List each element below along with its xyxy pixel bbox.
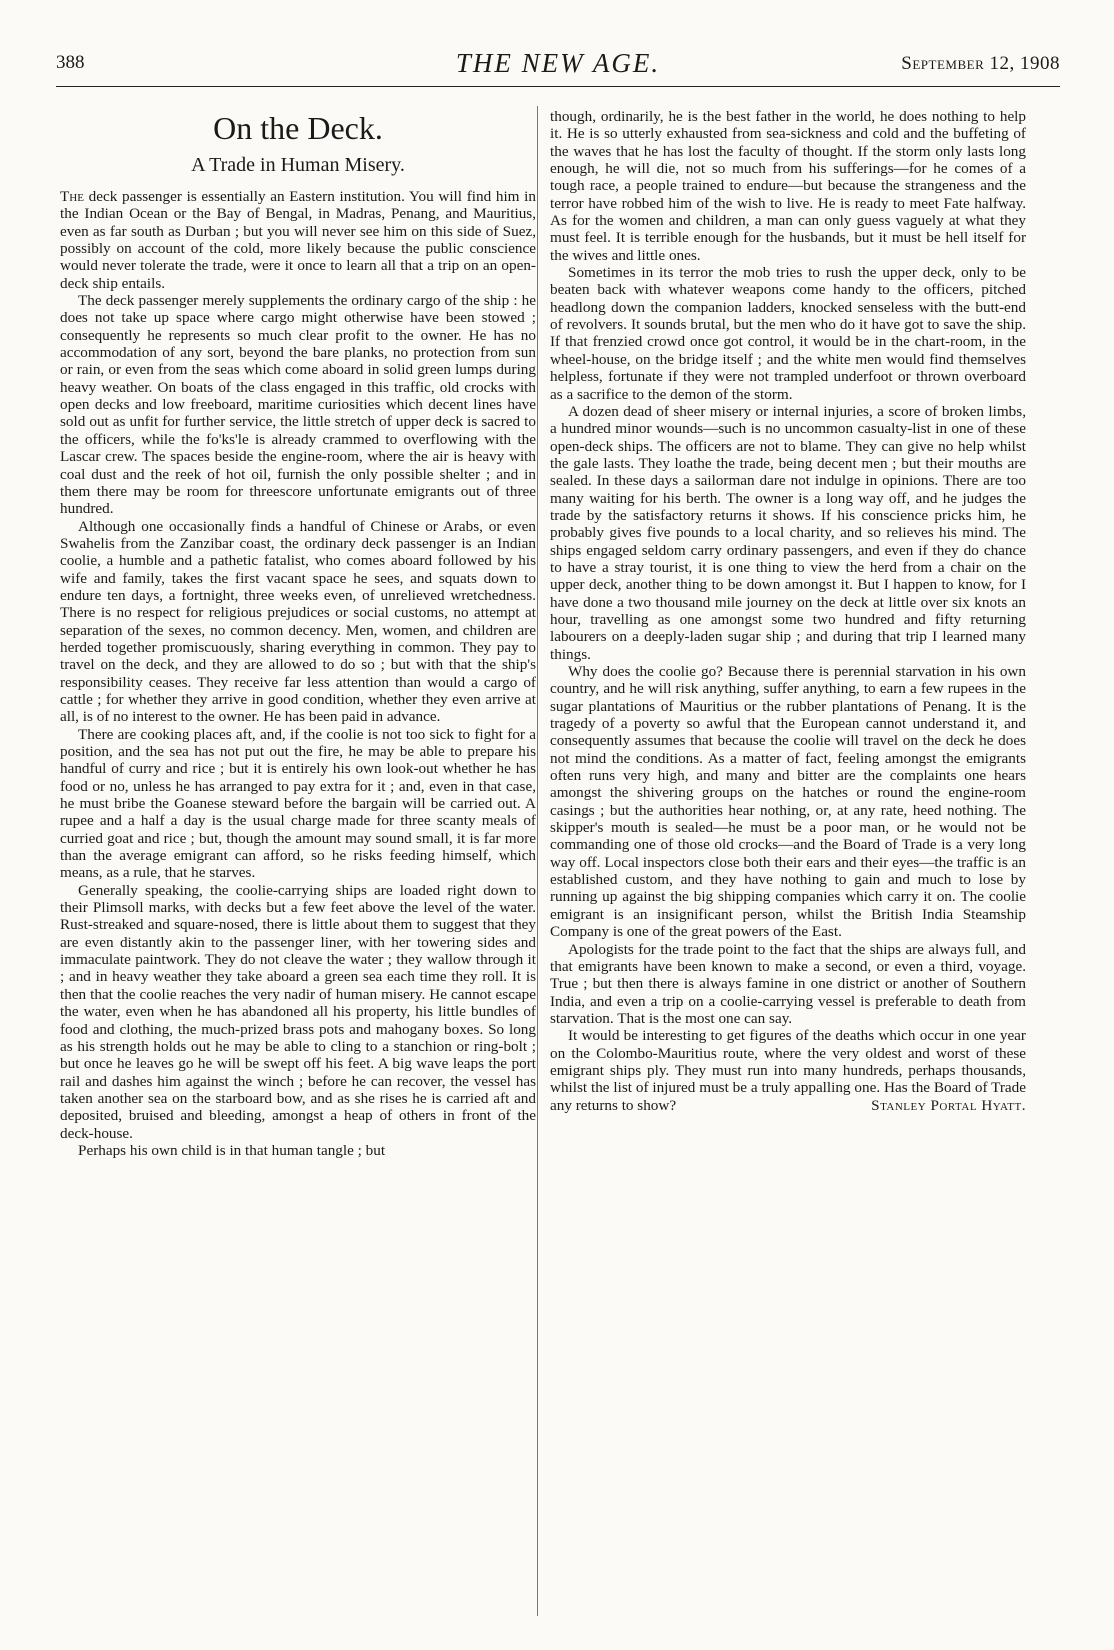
- paragraph: The deck passenger is essentially an Eastern institution. You will find him in the Indian Ocean or the Bay of Bengal, in Madras, Penang, and Mauritius, even as far south as Durban ; but you will never see him on this side of Suez, possibly on account of the cold, more likely because the public conscience would never tolerate the trade, were it once to learn all that a trip on an open-deck ship entails.: [60, 188, 536, 292]
- paragraph: A dozen dead of sheer misery or internal injuries, a score of broken limbs, a hundred minor wounds—such is no uncommon casualty-list in one of these open-deck ships. The officers are not to blame. They can give no help whilst the gale lasts. They loathe the trade, being decent men ; but their mouths are sealed. In these days a sailorman dare not indulge in opinions. There are too many waiting for his berth. The owner is a long way off, and he judges the trade by the satisfactory returns it shows. If his conscience pricks him, he probably gives five pounds to a local charity, and so relieves his mind. The ships engaged seldom carry ordinary passengers, and even if they do chance to have a stray tourist, it is one thing to view the herd from a chair on the upper deck, another thing to be down amongst it. But I happen to know, for I have done a two thousand mile journey on the deck at little over six knots an hour, travelling as one amongst some two hundred and fifty returning labourers on a deeply-laden sugar ship ; and during that trip I learned many things.: [550, 402, 1026, 663]
- paragraph: Although one occasionally finds a handful of Chinese or Arabs, or even Swahelis from the Zanzibar coast, the ordinary deck passenger is an Indian coolie, a humble and a pathetic fatalist, who comes aboard followed by his wife and family, takes the first vacant space he sees, and squats down to endure ten days, a fortnight, three weeks even, of unrelieved wretchedness. There is no respect for religious prejudices or social customs, no attempt at separation of the sexes, no common decency. Men, women, and children are herded together promiscuously, sharing everything in common. They pay to travel on the deck, and they are allowed to do so ; but with that the ship's responsibility ceases. They receive far less attention than would a cargo of cattle ; for whether they arrive in good condition, whether they even arrive at all, is of no interest to the owner. He has been paid in advance.: [60, 517, 536, 726]
- publication-title: THE NEW AGE.: [455, 48, 661, 78]
- issue-date: September 12, 1908: [901, 53, 1060, 74]
- lead-word: The: [60, 188, 84, 205]
- column-left: [60, 108, 536, 1628]
- author-signature: Stanley Portal Hyatt.: [871, 1096, 1026, 1114]
- article-subtitle: A Trade in Human Misery.: [191, 154, 405, 176]
- article-title: On the Deck.: [213, 110, 383, 146]
- paragraph: Sometimes in its terror the mob tries to rush the upper deck, only to be beaten back with whatever weapons come handy to the officers, pitched headlong down the companion ladders, knocked senseless with the butt-end of revolvers. It sounds brutal, but the men who do it have got to save the ship. If that frenzied crowd once got control, it would be in the chart-room, in the wheel-house, on the bridge itself ; and the white men would find themselves helpless, fortunate if they were not trampled underfoot or thrown overboard as a sacrifice to the demon of the storm.: [550, 264, 1026, 403]
- paragraph: Generally speaking, the coolie-carrying ships are loaded right down to their Plimsoll marks, with decks but a few feet above the level of the water. Rust-streaked and square-nosed, there is little about them to suggest that they are even distantly akin to the passenger liner, with her towering sides and immaculate paintwork. They do not cleave the water ; they wallow through it ; and in heavy weather they take aboard a green sea each time they roll. It is then that the coolie reaches the very nadir of human misery. He cannot escape the water, even when he has abandoned all his property, his little bundles of food and clothing, the much-prized brass pots and mahogany boxes. So long as his strength holds out he may be able to cling to a stanchion or ring-bolt ; but once he leaves go he will be swept off his feet. A big wave leaps the port rail and dashes him against the winch ; before he can recover, the vessel has taken another sea on the starboard bow, and as she rises he is carried aft and deposited, bruised and bleeding, amongst a heap of others in front of the deck-house.: [60, 881, 536, 1142]
- page-header: [56, 46, 1060, 87]
- paragraph: The deck passenger merely supplements the ordinary cargo of the ship : he does not take up space where cargo might otherwise have been stowed ; consequently he represents so much clear profit to the owner. He has no accommodation of any sort, beyond the bare planks, no protection from sun or rain, or even from the seas which come aboard in solid green lumps during heavy weather. On boats of the class engaged in this traffic, old crocks with open decks and low freeboard, maritime curiosities which decent lines have sold out as unfit for further service, the little stretch of upper deck is sacred to the officers, while the fo'ks'le is already crammed to overflowing with the Lascar crew. The spaces beside the engine-room, where the air is heavy with coal dust and the reek of hot oil, furnish the only possible shelter ; and in them there may be room for threescore unfortunate emigrants out of three hundred.: [60, 292, 536, 518]
- paragraph: though, ordinarily, he is the best father in the world, he does nothing to help it. He is so utterly exhausted from sea-sickness and cold and the buffeting of the waves that he has lost the faculty of thought. If the storm only lasts long enough, he will die, not so much from his sufferings—for he comes of a tough race, a people trained to endure—but because the strangeness and the terror have robbed him of the wish to live. He is ready to meet Fate halfway. As for the women and children, a man can only guess vaguely at what they must feel. It is terrible enough for the husbands, but it must be hell itself for the wives and little ones.: [550, 108, 1026, 264]
- paragraph: It would be interesting to get figures of the deaths which occur in one year on the Colombo-Mauritius route, where the very oldest and worst of these emigrant ships ply. They must run into many hundreds, perhaps thousands, whilst the list of injured must be a truly appalling one. Has the Board of Trade any returns to show? Stanley Portal Hyatt.: [550, 1027, 1026, 1114]
- column-right: [550, 108, 1026, 1628]
- paragraph: Apologists for the trade point to the fact that the ships are always full, and that emigrants have been known to make a second, or even a third, voyage. True ; but then there is always famine in one district or another of Southern India, and even a trip on a coolie-carrying vessel is preferable to death from starvation. That is the most one can say.: [550, 940, 1026, 1027]
- paragraph: There are cooking places aft, and, if the coolie is not too sick to fight for a position, and the sea has not put out the fire, he may be able to prepare his handful of curry and rice ; but it is entirely his own look-out whether he has food or no, unless he has arranged to pay extra for it ; and, even in that case, he must bribe the Goanese steward before the bargain will be carried out. A rupee and a half a day is the usual charge made for three scanty meals of curried goat and rice ; but, though the amount may sound small, it is far more than the average emigrant can afford, so he risks feeding himself, which means, as a rule, that he starves.: [60, 725, 536, 882]
- paragraph: Why does the coolie go? Because there is perennial starvation in his own country, and he will risk anything, suffer anything, to earn a few rupees in the sugar plantations of Mauritius or the rubber plantations of Penang. It is the tragedy of a poverty so awful that the European cannot understand it, and consequently assumes that because the coolie will travel on the deck he does not mind the conditions. As a matter of fact, feeling amongst the emigrants often runs very high, and many and bitter are the complaints one hears amongst the shivering groups on the hatches or round the engine-room casings ; but the authorities hear nothing, or, at any rate, heed nothing. The skipper's mouth is sealed—he must be a poor man, or he would not be commanding one of those old crocks—and the Board of Trade is a very long way off. Local inspectors close both their ears and their eyes—the traffic is an established custom, and they have nothing to gain and much to lose by running up against the big shipping companies which carry it on. The coolie emigrant is an insignificant person, whilst the British India Steamship Company is one of the great powers of the East.: [550, 663, 1026, 941]
- column-divider: [537, 106, 538, 1616]
- paragraph: Perhaps his own child is in that human tangle ; but: [78, 1141, 386, 1159]
- page-number: 388: [56, 52, 85, 73]
